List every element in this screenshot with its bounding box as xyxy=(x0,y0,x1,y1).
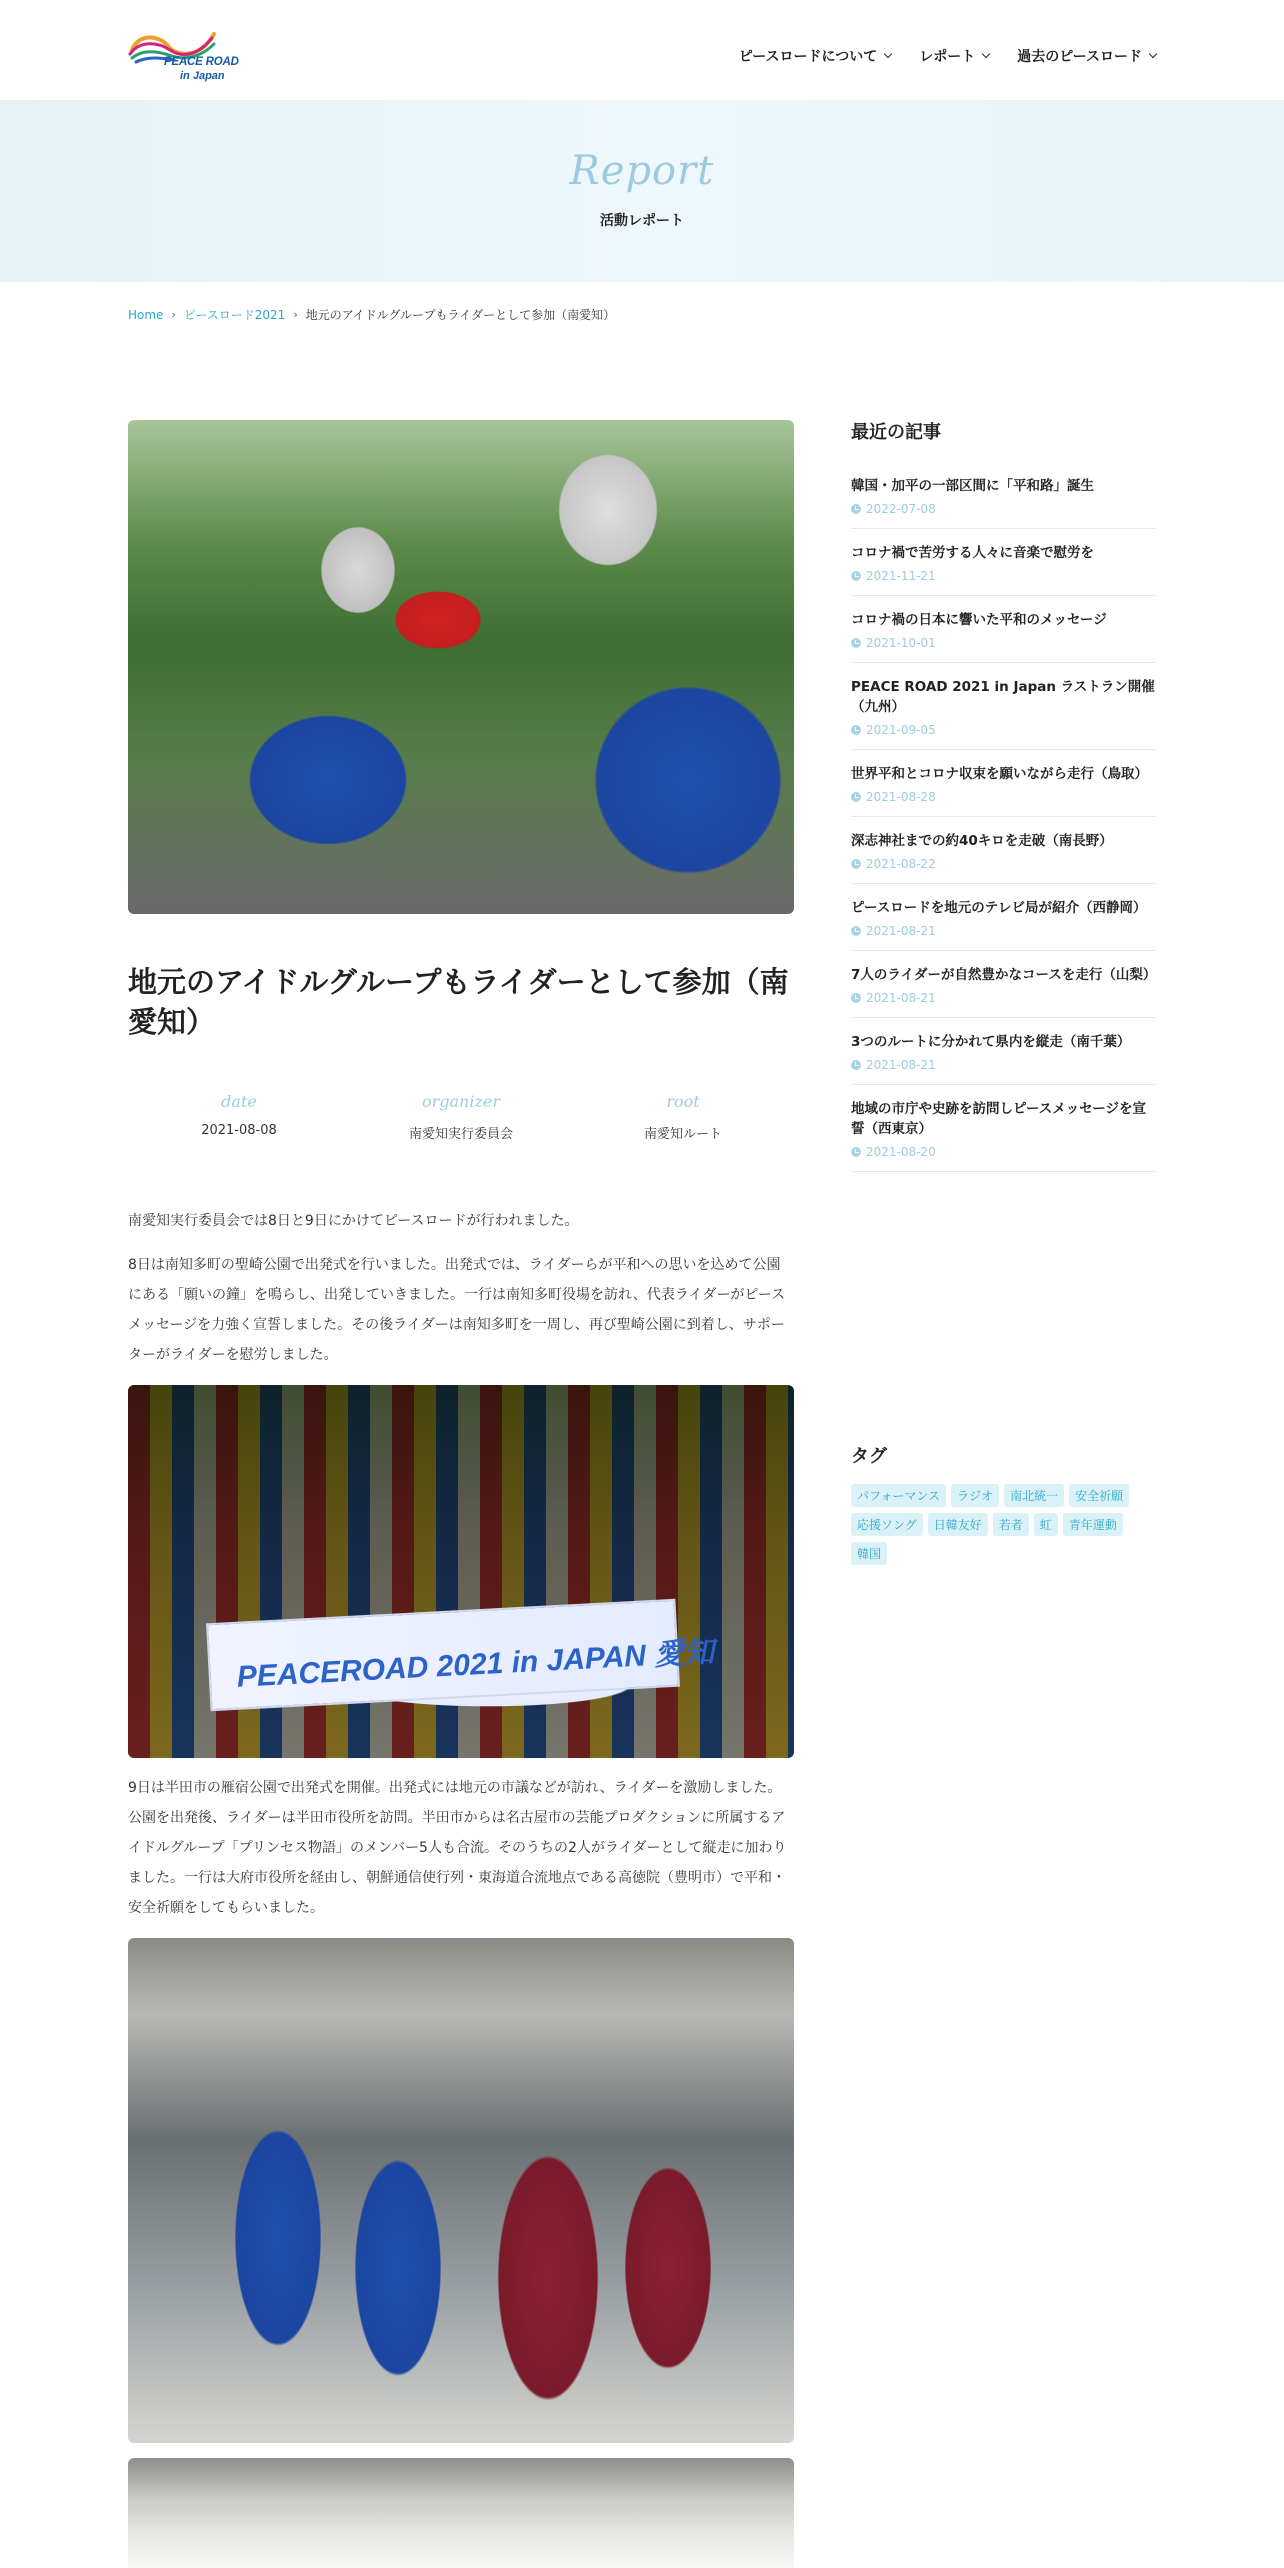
meta-date xyxy=(128,1092,350,1142)
breadcrumb-home[interactable]: Home xyxy=(128,307,164,322)
recent-post-title: 地域の市庁や史跡を訪問しピースメッセージを宣誓（西東京） xyxy=(851,1101,1146,1137)
article-photo-group xyxy=(128,1385,794,1758)
tag-item[interactable]: 韓国 xyxy=(851,1542,887,1565)
logo-text: PEACE ROAD xyxy=(164,56,239,68)
nav-item-label: 過去のピースロード xyxy=(1017,49,1142,65)
meta-organizer xyxy=(350,1092,572,1142)
meta-root xyxy=(572,1092,794,1142)
recent-post-item[interactable] xyxy=(851,1085,1156,1172)
recent-post-date xyxy=(851,924,1156,938)
recent-post-item[interactable] xyxy=(851,884,1156,951)
recent-post-title: 7人のライダーが自然豊かなコースを走行（山梨） xyxy=(851,967,1157,983)
tag-item[interactable]: 虹 xyxy=(1034,1513,1058,1536)
clock-icon xyxy=(851,725,861,735)
recent-post-date xyxy=(851,569,1156,583)
recent-post-date-text: 2021-08-21 xyxy=(866,991,936,1005)
article-paragraph: 南愛知実行委員会では8日と9日にかけてピースロードが行われました。 xyxy=(128,1213,579,1229)
recent-post-date-text: 2021-08-22 xyxy=(866,857,936,871)
clock-icon xyxy=(851,993,861,1003)
tag-cloud xyxy=(851,1484,1156,1565)
recent-post-item[interactable] xyxy=(851,1018,1156,1085)
article-paragraph: 8日は南知多町の聖崎公園で出発式を行いました。出発式では、ライダーらが平和への思いを込めて公園にある「願いの鐘」を鳴らし、出発していきました。一行は南知多町役場を訪れ、代表ライダーがピースメッセージを力強く宣誓しました。その後ライダーは南知多町を一周し、再び聖崎公園に到着し、サポーターがライダーを慰労しました。 xyxy=(128,1257,786,1363)
tags-heading: タグ xyxy=(851,1446,887,1467)
tag-item[interactable]: 若者 xyxy=(993,1513,1029,1536)
recent-post-title: PEACE ROAD 2021 in Japan ラストラン開催（九州） xyxy=(851,679,1155,715)
nav-item-about[interactable] xyxy=(739,46,891,66)
clock-icon xyxy=(851,571,861,581)
site-logo[interactable] xyxy=(128,28,240,86)
photo-banner xyxy=(206,1599,715,1711)
clock-icon xyxy=(851,859,861,869)
clock-icon xyxy=(851,1060,861,1070)
recent-post-date xyxy=(851,1058,1156,1072)
recent-post-title: 深志神社までの約40キロを走破（南長野） xyxy=(851,833,1113,849)
article-paragraph: 9日は半田市の雁宿公園で出発式を開催。出発式には地元の市議などが訪れ、ライダーを激励しました。公園を出発後、ライダーは半田市役所を訪問。半田市からは名古屋市の芸能プロダクションに所属するアイドルグループ「プリンセス物語」のメンバー5人も合流。そのうちの2人がライダーとして縦走に加わりました。一行は大府市役所を経由し、朝鮮通信使行列・東海道合流地点である高徳院（豊明市）で平和・安全祈願をしてもらいました。 xyxy=(128,1780,787,1916)
recent-post-date xyxy=(851,991,1156,1005)
meta-value: 南愛知ルート xyxy=(643,1127,722,1142)
breadcrumb xyxy=(128,306,615,323)
article-meta xyxy=(128,1092,794,1142)
recent-post-title: コロナ禍の日本に響いた平和のメッセージ xyxy=(851,612,1107,628)
clock-icon xyxy=(851,638,861,648)
tag-item[interactable]: パフォーマンス xyxy=(851,1484,946,1507)
recent-post-title: ピースロードを地元のテレビ局が紹介（西静岡） xyxy=(851,900,1147,916)
recent-post-item[interactable] xyxy=(851,462,1156,529)
hero-script-title: Report xyxy=(569,148,715,194)
main-nav xyxy=(739,46,1156,66)
tag-item[interactable]: 応援ソング xyxy=(851,1513,923,1536)
tag-item[interactable]: 青年運動 xyxy=(1063,1513,1123,1536)
tag-item[interactable]: 南北統一 xyxy=(1004,1484,1064,1507)
clock-icon xyxy=(851,792,861,802)
recent-post-item[interactable] xyxy=(851,529,1156,596)
recent-post-item[interactable] xyxy=(851,951,1156,1018)
recent-post-date-text: 2021-08-21 xyxy=(866,1058,936,1072)
clock-icon xyxy=(851,504,861,514)
nav-item-past[interactable] xyxy=(1017,46,1156,66)
breadcrumb-current: 地元のアイドルグループもライダーとして参加（南愛知） xyxy=(305,308,616,322)
recent-post-title: 世界平和とコロナ収束を願いながら走行（鳥取） xyxy=(851,766,1148,782)
recent-posts-list xyxy=(851,462,1156,1172)
recent-post-date xyxy=(851,790,1156,804)
recent-post-date-text: 2021-10-01 xyxy=(866,636,936,650)
recent-post-date-text: 2021-08-20 xyxy=(866,1145,936,1159)
site-header xyxy=(0,0,1284,100)
meta-value: 南愛知実行委員会 xyxy=(408,1127,513,1142)
banner-text: PEACEROAD 2021 in JAPAN 愛知 xyxy=(236,1635,715,1694)
tag-item[interactable]: 日韓友好 xyxy=(928,1513,988,1536)
chevron-down-icon xyxy=(1149,50,1157,58)
recent-post-title: 韓国・加平の一部区間に「平和路」誕生 xyxy=(851,478,1094,494)
recent-post-date-text: 2022-07-08 xyxy=(866,502,936,516)
recent-post-date-text: 2021-08-28 xyxy=(866,790,936,804)
page-hero xyxy=(0,100,1284,282)
page-title: 活動レポート xyxy=(600,213,684,229)
recent-post-date-text: 2021-09-05 xyxy=(866,723,936,737)
nav-item-label: レポート xyxy=(919,49,976,65)
recent-post-item[interactable] xyxy=(851,663,1156,750)
recent-post-item[interactable] xyxy=(851,817,1156,884)
recent-post-date-text: 2021-11-21 xyxy=(866,569,936,583)
logo-subtext: in Japan xyxy=(180,70,225,82)
recent-post-date-text: 2021-08-21 xyxy=(866,924,936,938)
nav-item-label: ピースロードについて xyxy=(738,49,878,65)
article-photo-idols xyxy=(128,1938,794,2443)
recent-post-date xyxy=(851,1145,1156,1159)
recent-post-date xyxy=(851,636,1156,650)
clock-icon xyxy=(851,926,861,936)
breadcrumb-category[interactable]: ピースロード2021 xyxy=(183,308,286,322)
chevron-down-icon xyxy=(982,50,990,58)
nav-item-report[interactable] xyxy=(919,46,989,66)
breadcrumb-separator-icon: › xyxy=(293,308,298,321)
recent-post-date xyxy=(851,502,1156,516)
recent-post-date xyxy=(851,723,1156,737)
tag-item[interactable]: 安全祈願 xyxy=(1069,1484,1129,1507)
article-photo-next xyxy=(128,2458,794,2568)
recent-post-title: 3つのルートに分かれて県内を縦走（南千葉） xyxy=(851,1034,1131,1050)
tag-item[interactable]: ラジオ xyxy=(951,1484,999,1507)
recent-post-item[interactable] xyxy=(851,750,1156,817)
recent-post-item[interactable] xyxy=(851,596,1156,663)
meta-label: organizer xyxy=(421,1092,501,1111)
meta-label: date xyxy=(221,1092,257,1111)
recent-posts-heading: 最近の記事 xyxy=(851,422,941,443)
recent-post-title: コロナ禍で苦労する人々に音楽で慰労を xyxy=(851,545,1094,561)
meta-value: 2021-08-08 xyxy=(201,1123,277,1138)
article-photo-main xyxy=(128,420,794,914)
article-title: 地元のアイドルグループもライダーとして参加（南愛知） xyxy=(128,965,789,1039)
chevron-down-icon xyxy=(884,50,892,58)
breadcrumb-separator-icon: › xyxy=(171,308,176,321)
clock-icon xyxy=(851,1147,861,1157)
meta-label: root xyxy=(666,1092,700,1111)
recent-post-date xyxy=(851,857,1156,871)
